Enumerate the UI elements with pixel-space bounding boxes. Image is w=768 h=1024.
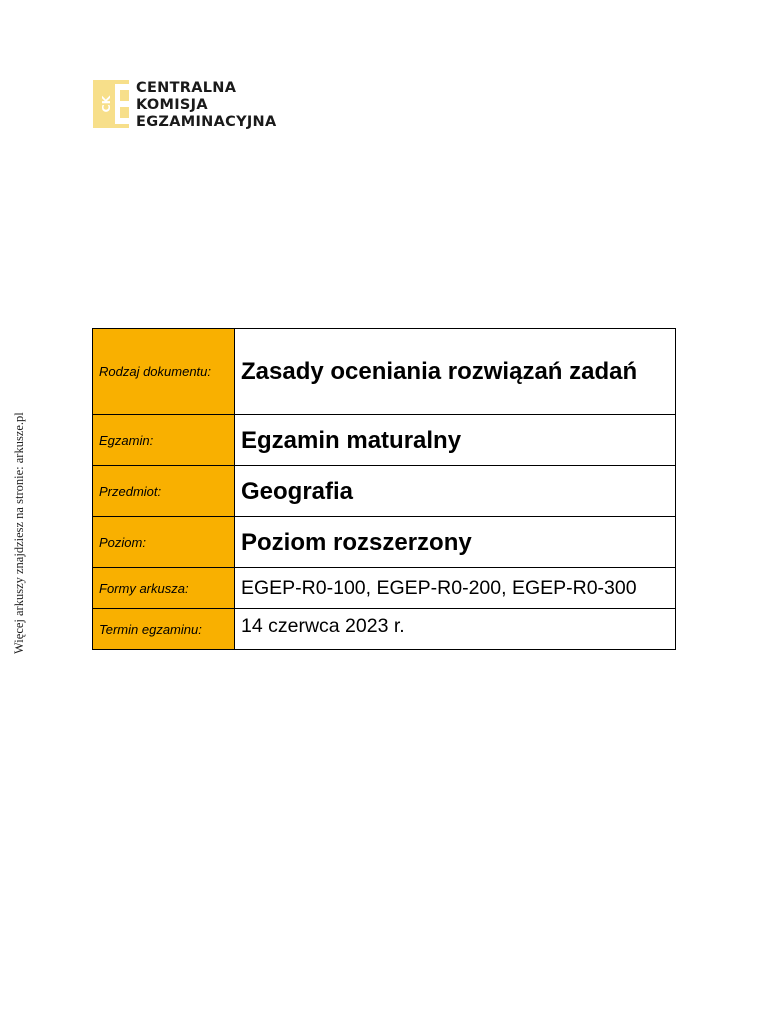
table-row-document-type [93,329,676,415]
cke-logo [93,80,277,129]
logo-line-2: KOMISJA [136,97,208,113]
label-exam-date: Termin egzaminu: [93,609,235,650]
table-row-level [93,517,676,568]
logo-line-1: CENTRALNA [136,80,237,96]
label-level: Poziom: [93,517,235,568]
value-sheet-forms: EGEP-R0-100, EGEP-R0-200, EGEP-R0-300 [235,568,676,609]
table-row-exam-date [93,609,676,650]
table-row-sheet-forms [93,568,676,609]
svg-text:CK: CK [100,95,113,113]
label-exam: Egzamin: [93,415,235,466]
label-document-type: Rodzaj dokumentu: [93,329,235,415]
logo-line-3: EGZAMINACYJNA [136,114,277,130]
value-exam-date: 14 czerwca 2023 r. [235,609,676,650]
label-sheet-forms: Formy arkusza: [93,568,235,609]
side-note-arkusze: Więcej arkuszy znajdziesz na stronie: arkusze.pl [12,412,26,654]
value-level: Poziom rozszerzony [235,517,676,568]
value-subject: Geografia [235,466,676,517]
table-row-subject [93,466,676,517]
value-document-type: Zasady oceniania rozwiązań zadań [235,329,676,415]
document-info-table [92,328,676,650]
table-row-exam [93,415,676,466]
label-subject: Przedmiot: [93,466,235,517]
cke-logo-mark [93,80,129,128]
value-exam: Egzamin maturalny [235,415,676,466]
cke-logo-wordmark [136,80,277,131]
